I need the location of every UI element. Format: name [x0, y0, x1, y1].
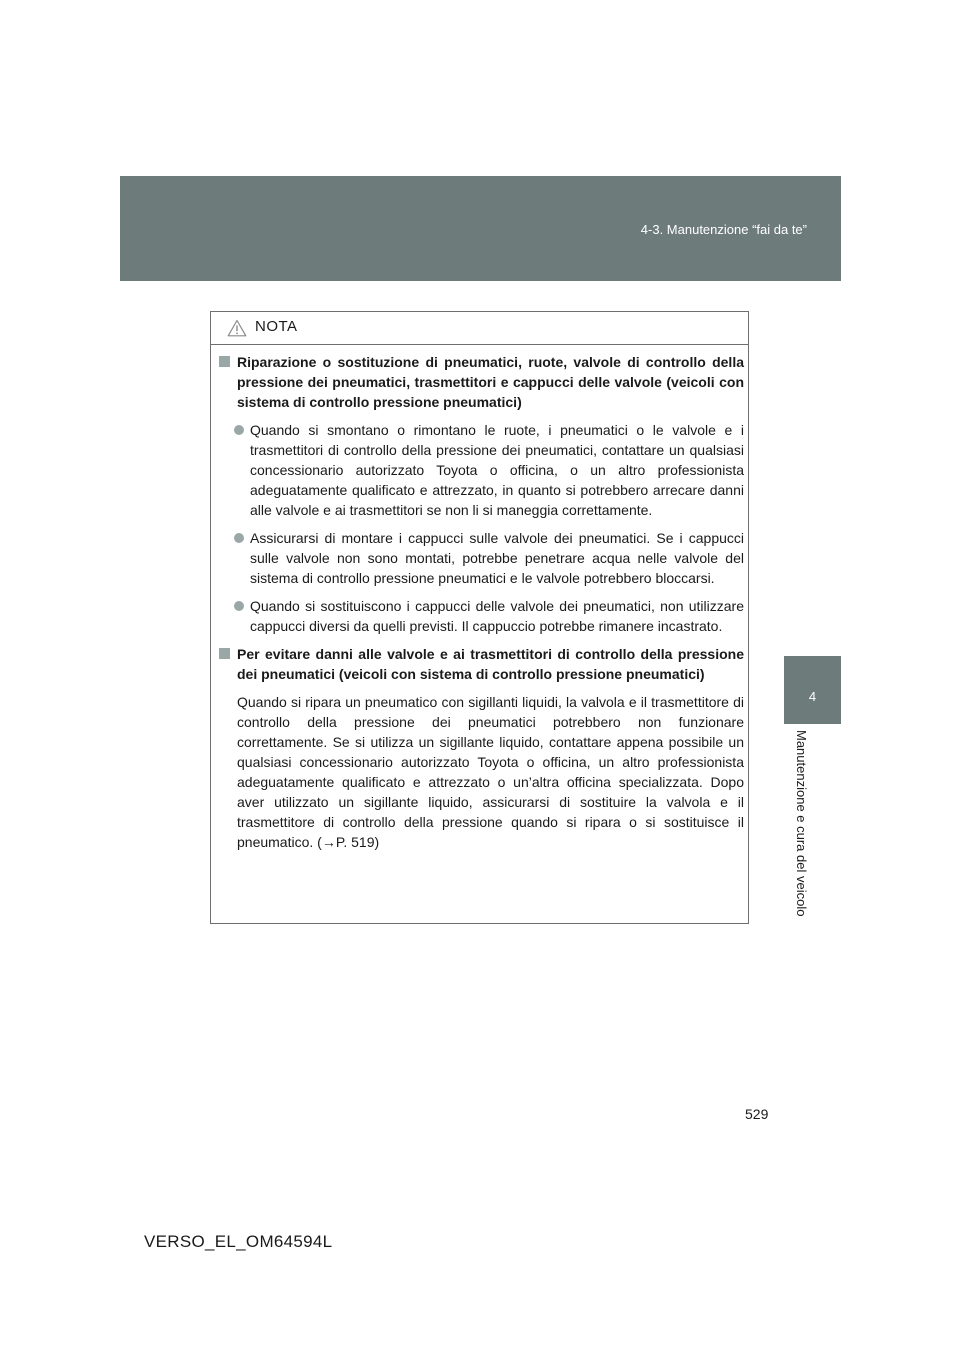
section-title: 4-3. Manutenzione “fai da te” [640, 222, 807, 237]
circle-bullet-icon [234, 533, 244, 543]
note-box [210, 311, 749, 924]
warning-triangle-icon [227, 319, 247, 337]
note-body [219, 352, 744, 852]
square-bullet-icon [219, 356, 230, 367]
document-code: VERSO_EL_OM64594L [144, 1232, 333, 1251]
square-bullet-icon [219, 648, 230, 659]
list-item: Quando si sostituiscono i cappucci delle valvole dei pneumatici, non utilizzare cappucci diversi da quelli previsti. Il cappuccio potrebbe rimanere incastrato. [219, 596, 744, 636]
page-number: 529 [745, 1106, 769, 1122]
header-band [120, 176, 841, 281]
chapter-number: 4 [808, 689, 817, 704]
circle-bullet-icon [234, 601, 244, 611]
list-item: Assicurarsi di montare i cappucci sulle valvole dei pneumatici. Se i cappucci sulle valvole non sono montati, potrebbe penetrare acqua nelle valvole del sistema di controllo pressione pneumatici e le valvole potrebbero bloccarsi. [219, 528, 744, 588]
chapter-tab [784, 656, 841, 724]
note-title: NOTA [255, 318, 298, 335]
note-header [211, 312, 748, 345]
section-heading: Per evitare danni alle valvole e ai trasmettitori di controllo della pressione dei pneumatici (veicoli con sistema di controllo pressione pneumatici) [219, 644, 744, 684]
circle-bullet-icon [234, 425, 244, 435]
section-paragraph: Quando si ripara un pneumatico con sigillanti liquidi, la valvola e il trasmettitore di controllo della pressione dei pneumatici potrebbero non funzionare correttamente. Se si utilizza un sigillante liquido, contattare appena possibile un qualsiasi concessionario autorizzato Toyota o officina, un altro professionista adeguatamente qualificato e attrezzato o un’altra officina specializzata. Dopo aver utilizzato un sigillante liquido, assicurarsi di sostituire la valvola e il trasmettitore di controllo della pressione quando si ripara o si sostituisce il pneumatico. (→P. 519) [237, 694, 744, 850]
section-heading: Riparazione o sostituzione di pneumatici, ruote, valvole di controllo della pressione dei pneumatici, trasmettitori e cappucci delle valvole (veicoli con sistema di controllo pressione pneumatici) [219, 352, 744, 412]
chapter-label: Manutenzione e cura del veicolo [794, 730, 809, 917]
list-item: Quando si smontano o rimontano le ruote, i pneumatici o le valvole e i trasmettitori di controllo della pressione dei pneumatici, contattare un qualsiasi concessionario autorizzato Toyota o officina, o un altro professionista adeguatamente qualificato e attrezzato, in quanto si potrebbero arrecare danni alle valvole e ai trasmettitori se non li si maneggia correttamente. [219, 420, 744, 520]
